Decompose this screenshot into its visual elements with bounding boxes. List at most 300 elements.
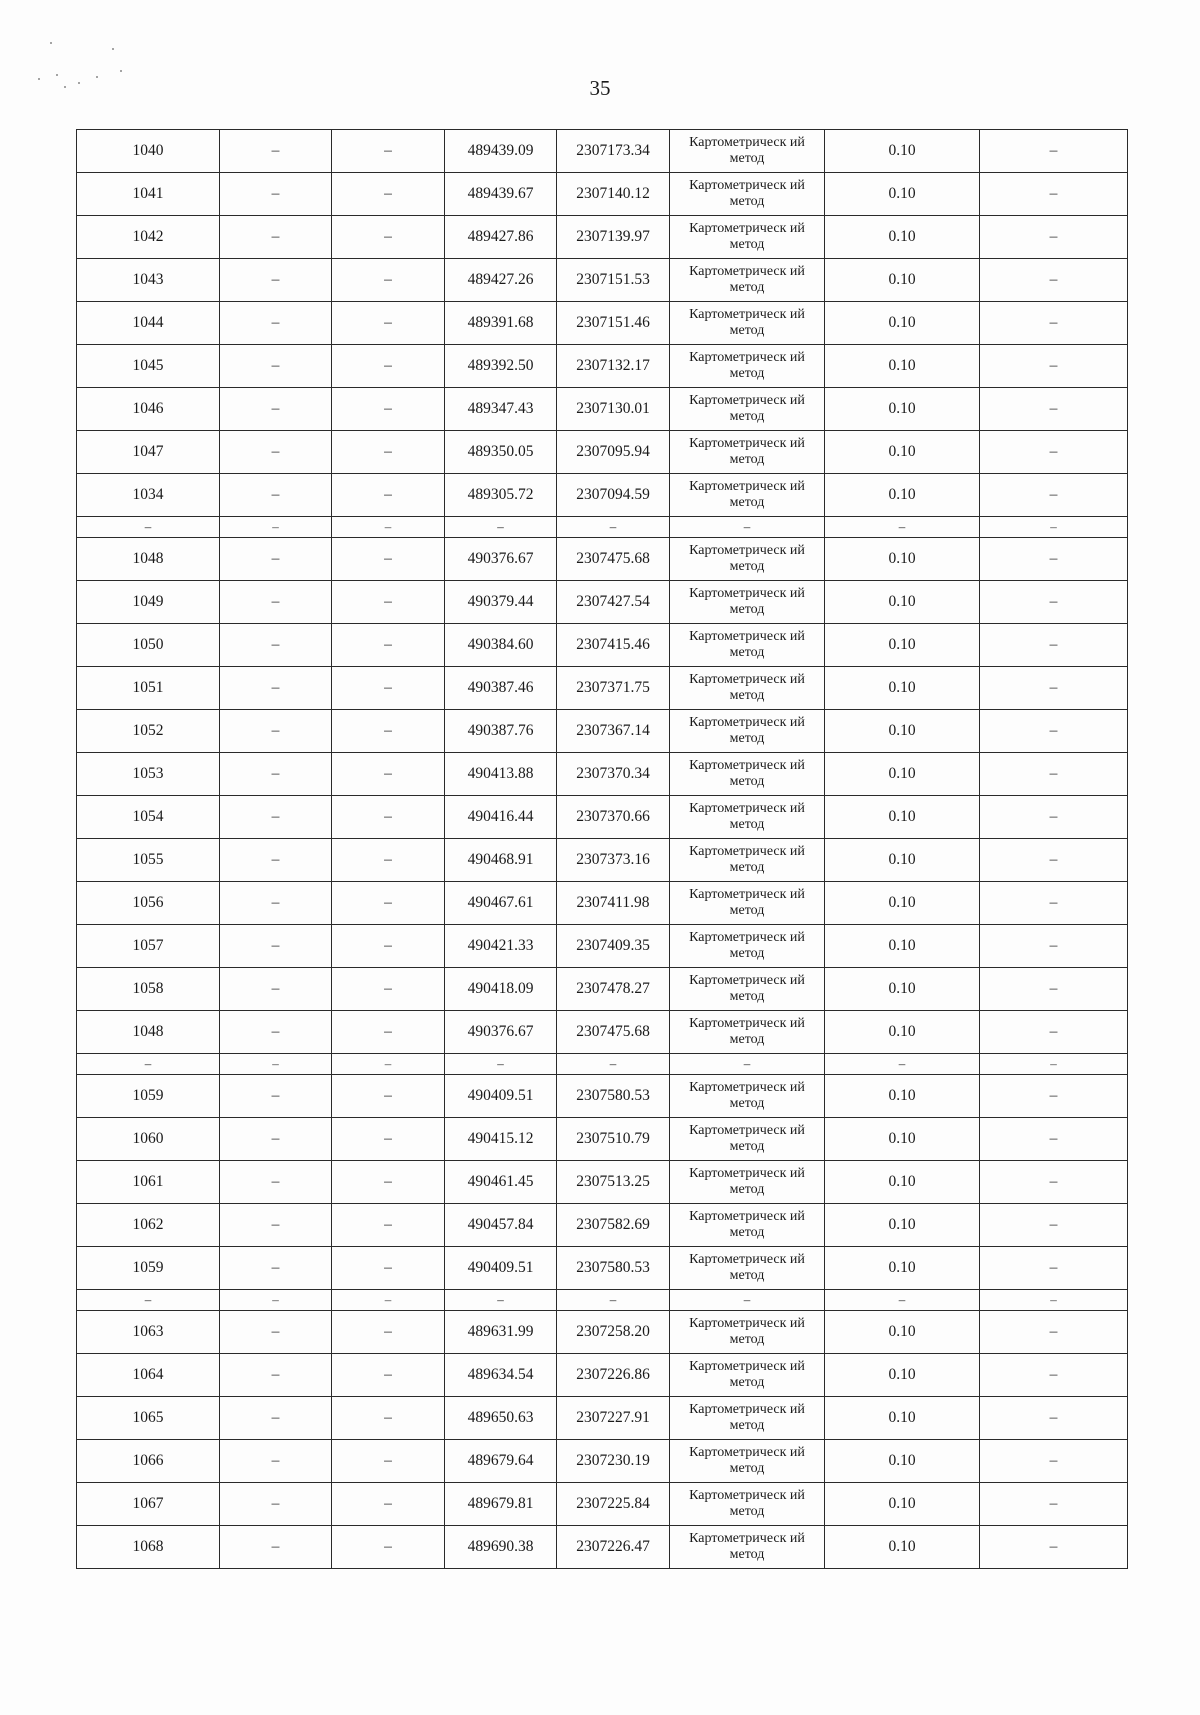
empty-cell: – xyxy=(980,1397,1128,1440)
empty-cell: – xyxy=(220,1526,332,1569)
empty-cell: – xyxy=(332,1054,445,1075)
point-id-cell: 1061 xyxy=(77,1161,220,1204)
accuracy-cell: – xyxy=(825,1290,980,1311)
point-id-cell: 1058 xyxy=(77,968,220,1011)
empty-cell: – xyxy=(220,667,332,710)
empty-cell: – xyxy=(980,1311,1128,1354)
point-id-cell: 1059 xyxy=(77,1247,220,1290)
method-cell: Картометрическ ий метод xyxy=(670,581,825,624)
table-row xyxy=(77,474,1128,517)
empty-cell: – xyxy=(220,259,332,302)
accuracy-cell: 0.10 xyxy=(825,925,980,968)
method-cell: Картометрическ ий метод xyxy=(670,624,825,667)
empty-cell: – xyxy=(332,1440,445,1483)
empty-cell: – xyxy=(980,431,1128,474)
y-coordinate-cell: 2307367.14 xyxy=(557,710,670,753)
table-row xyxy=(77,925,1128,968)
method-cell: Картометрическ ий метод xyxy=(670,1247,825,1290)
empty-cell: – xyxy=(220,968,332,1011)
method-cell: Картометрическ ий метод xyxy=(670,1354,825,1397)
point-id-cell: 1048 xyxy=(77,538,220,581)
y-coordinate-cell: 2307139.97 xyxy=(557,216,670,259)
x-coordinate-cell: 490415.12 xyxy=(445,1118,557,1161)
table-row xyxy=(77,130,1128,173)
x-coordinate-cell: 490421.33 xyxy=(445,925,557,968)
y-coordinate-cell: 2307094.59 xyxy=(557,474,670,517)
empty-cell: – xyxy=(980,216,1128,259)
y-coordinate-cell: 2307226.86 xyxy=(557,1354,670,1397)
point-id-cell: 1043 xyxy=(77,259,220,302)
point-id-cell: 1042 xyxy=(77,216,220,259)
table-row xyxy=(77,1161,1128,1204)
x-coordinate-cell: 490376.67 xyxy=(445,538,557,581)
empty-cell: – xyxy=(332,1290,445,1311)
accuracy-cell: – xyxy=(825,517,980,538)
empty-cell: – xyxy=(332,1526,445,1569)
table-row xyxy=(77,431,1128,474)
empty-cell: – xyxy=(332,302,445,345)
empty-cell: – xyxy=(332,1397,445,1440)
empty-cell: – xyxy=(980,1483,1128,1526)
method-cell: Картометрическ ий метод xyxy=(670,1204,825,1247)
table-row xyxy=(77,1483,1128,1526)
empty-cell: – xyxy=(980,796,1128,839)
method-cell: Картометрическ ий метод xyxy=(670,667,825,710)
empty-cell: – xyxy=(980,1440,1128,1483)
empty-cell: – xyxy=(220,1483,332,1526)
empty-cell: – xyxy=(220,1397,332,1440)
empty-cell: – xyxy=(980,1290,1128,1311)
method-cell: Картометрическ ий метод xyxy=(670,1075,825,1118)
accuracy-cell: 0.10 xyxy=(825,882,980,925)
empty-cell: – xyxy=(220,624,332,667)
accuracy-cell: 0.10 xyxy=(825,796,980,839)
method-cell: Картометрическ ий метод xyxy=(670,1161,825,1204)
empty-cell: – xyxy=(980,173,1128,216)
empty-cell: – xyxy=(332,130,445,173)
accuracy-cell: 0.10 xyxy=(825,1204,980,1247)
accuracy-cell: 0.10 xyxy=(825,1397,980,1440)
y-coordinate-cell: 2307227.91 xyxy=(557,1397,670,1440)
empty-cell: – xyxy=(332,1118,445,1161)
table-row xyxy=(77,882,1128,925)
empty-cell: – xyxy=(332,581,445,624)
table-row xyxy=(77,1526,1128,1569)
y-coordinate-cell: 2307130.01 xyxy=(557,388,670,431)
y-coordinate-cell: 2307370.66 xyxy=(557,796,670,839)
y-coordinate-cell: 2307513.25 xyxy=(557,1161,670,1204)
point-id-cell: 1065 xyxy=(77,1397,220,1440)
empty-cell: – xyxy=(980,753,1128,796)
accuracy-cell: 0.10 xyxy=(825,1247,980,1290)
empty-cell: – xyxy=(980,259,1128,302)
empty-cell: – xyxy=(332,345,445,388)
y-coordinate-cell: 2307582.69 xyxy=(557,1204,670,1247)
empty-cell: – xyxy=(980,517,1128,538)
coordinates-table xyxy=(76,129,1128,1569)
point-id-cell: – xyxy=(77,1054,220,1075)
y-coordinate-cell: 2307478.27 xyxy=(557,968,670,1011)
empty-cell: – xyxy=(980,302,1128,345)
x-coordinate-cell: – xyxy=(445,1290,557,1311)
accuracy-cell: 0.10 xyxy=(825,1483,980,1526)
point-id-cell: 1053 xyxy=(77,753,220,796)
page-number: 35 xyxy=(589,76,611,100)
empty-cell: – xyxy=(980,1526,1128,1569)
empty-cell: – xyxy=(980,581,1128,624)
empty-cell: – xyxy=(332,216,445,259)
empty-cell: – xyxy=(332,1011,445,1054)
y-coordinate-cell: 2307225.84 xyxy=(557,1483,670,1526)
table-row xyxy=(77,667,1128,710)
empty-cell: – xyxy=(332,1161,445,1204)
method-cell: Картометрическ ий метод xyxy=(670,1397,825,1440)
method-cell: Картометрическ ий метод xyxy=(670,474,825,517)
empty-cell: – xyxy=(980,667,1128,710)
table-row xyxy=(77,1440,1128,1483)
x-coordinate-cell: 490409.51 xyxy=(445,1075,557,1118)
empty-cell: – xyxy=(332,796,445,839)
method-cell: Картометрическ ий метод xyxy=(670,1311,825,1354)
empty-cell: – xyxy=(220,1054,332,1075)
x-coordinate-cell: 490409.51 xyxy=(445,1247,557,1290)
empty-cell: – xyxy=(980,1011,1128,1054)
y-coordinate-cell: 2307580.53 xyxy=(557,1075,670,1118)
empty-cell: – xyxy=(220,796,332,839)
empty-cell: – xyxy=(332,839,445,882)
method-cell: Картометрическ ий метод xyxy=(670,388,825,431)
table-row xyxy=(77,1075,1128,1118)
point-id-cell: 1055 xyxy=(77,839,220,882)
separator-row xyxy=(77,1290,1128,1311)
x-coordinate-cell: 490416.44 xyxy=(445,796,557,839)
empty-cell: – xyxy=(220,753,332,796)
empty-cell: – xyxy=(220,1118,332,1161)
method-cell: – xyxy=(670,1290,825,1311)
table-row xyxy=(77,710,1128,753)
empty-cell: – xyxy=(220,517,332,538)
method-cell: – xyxy=(670,1054,825,1075)
y-coordinate-cell: – xyxy=(557,1054,670,1075)
x-coordinate-cell: 490467.61 xyxy=(445,882,557,925)
empty-cell: – xyxy=(332,1483,445,1526)
empty-cell: – xyxy=(220,882,332,925)
empty-cell: – xyxy=(332,1354,445,1397)
x-coordinate-cell: 490387.46 xyxy=(445,667,557,710)
table-row xyxy=(77,302,1128,345)
y-coordinate-cell: 2307475.68 xyxy=(557,538,670,581)
point-id-cell: 1045 xyxy=(77,345,220,388)
point-id-cell: 1047 xyxy=(77,431,220,474)
method-cell: Картометрическ ий метод xyxy=(670,710,825,753)
method-cell: Картометрическ ий метод xyxy=(670,882,825,925)
method-cell: Картометрическ ий метод xyxy=(670,1526,825,1569)
empty-cell: – xyxy=(980,710,1128,753)
method-cell: Картометрическ ий метод xyxy=(670,130,825,173)
point-id-cell: 1056 xyxy=(77,882,220,925)
point-id-cell: 1068 xyxy=(77,1526,220,1569)
table-row xyxy=(77,1397,1128,1440)
point-id-cell: 1064 xyxy=(77,1354,220,1397)
y-coordinate-cell: 2307230.19 xyxy=(557,1440,670,1483)
y-coordinate-cell: – xyxy=(557,1290,670,1311)
method-cell: Картометрическ ий метод xyxy=(670,431,825,474)
empty-cell: – xyxy=(332,968,445,1011)
point-id-cell: – xyxy=(77,1290,220,1311)
point-id-cell: 1067 xyxy=(77,1483,220,1526)
point-id-cell: 1066 xyxy=(77,1440,220,1483)
empty-cell: – xyxy=(220,1440,332,1483)
table-row xyxy=(77,345,1128,388)
accuracy-cell: 0.10 xyxy=(825,710,980,753)
y-coordinate-cell: 2307373.16 xyxy=(557,839,670,882)
empty-cell: – xyxy=(332,474,445,517)
method-cell: Картометрическ ий метод xyxy=(670,1483,825,1526)
empty-cell: – xyxy=(220,1354,332,1397)
empty-cell: – xyxy=(980,345,1128,388)
coordinates-table-body xyxy=(77,130,1128,1569)
empty-cell: – xyxy=(220,1247,332,1290)
y-coordinate-cell: 2307151.53 xyxy=(557,259,670,302)
point-id-cell: 1063 xyxy=(77,1311,220,1354)
accuracy-cell: 0.10 xyxy=(825,474,980,517)
x-coordinate-cell: 489690.38 xyxy=(445,1526,557,1569)
empty-cell: – xyxy=(980,1118,1128,1161)
empty-cell: – xyxy=(332,1204,445,1247)
empty-cell: – xyxy=(980,968,1128,1011)
empty-cell: – xyxy=(332,925,445,968)
empty-cell: – xyxy=(220,1311,332,1354)
y-coordinate-cell: 2307173.34 xyxy=(557,130,670,173)
method-cell: Картометрическ ий метод xyxy=(670,259,825,302)
accuracy-cell: 0.10 xyxy=(825,1354,980,1397)
accuracy-cell: 0.10 xyxy=(825,1526,980,1569)
accuracy-cell: 0.10 xyxy=(825,1075,980,1118)
x-coordinate-cell: 489427.86 xyxy=(445,216,557,259)
empty-cell: – xyxy=(980,130,1128,173)
empty-cell: – xyxy=(220,581,332,624)
y-coordinate-cell: 2307475.68 xyxy=(557,1011,670,1054)
empty-cell: – xyxy=(220,388,332,431)
accuracy-cell: 0.10 xyxy=(825,173,980,216)
x-coordinate-cell: 489634.54 xyxy=(445,1354,557,1397)
empty-cell: – xyxy=(980,624,1128,667)
accuracy-cell: 0.10 xyxy=(825,388,980,431)
y-coordinate-cell: 2307370.34 xyxy=(557,753,670,796)
empty-cell: – xyxy=(332,1075,445,1118)
method-cell: Картометрическ ий метод xyxy=(670,1011,825,1054)
y-coordinate-cell: – xyxy=(557,517,670,538)
accuracy-cell: 0.10 xyxy=(825,1311,980,1354)
empty-cell: – xyxy=(220,1290,332,1311)
y-coordinate-cell: 2307140.12 xyxy=(557,173,670,216)
accuracy-cell: 0.10 xyxy=(825,581,980,624)
empty-cell: – xyxy=(980,1247,1128,1290)
x-coordinate-cell: 490413.88 xyxy=(445,753,557,796)
method-cell: Картометрическ ий метод xyxy=(670,1440,825,1483)
x-coordinate-cell: 489679.81 xyxy=(445,1483,557,1526)
table-row xyxy=(77,538,1128,581)
point-id-cell: 1057 xyxy=(77,925,220,968)
y-coordinate-cell: 2307409.35 xyxy=(557,925,670,968)
empty-cell: – xyxy=(980,388,1128,431)
empty-cell: – xyxy=(220,1161,332,1204)
table-row xyxy=(77,1118,1128,1161)
empty-cell: – xyxy=(980,1354,1128,1397)
method-cell: Картометрическ ий метод xyxy=(670,1118,825,1161)
accuracy-cell: 0.10 xyxy=(825,216,980,259)
table-row xyxy=(77,796,1128,839)
accuracy-cell: 0.10 xyxy=(825,1118,980,1161)
point-id-cell: 1034 xyxy=(77,474,220,517)
method-cell: – xyxy=(670,517,825,538)
x-coordinate-cell: 489305.72 xyxy=(445,474,557,517)
table-row xyxy=(77,1247,1128,1290)
method-cell: Картометрическ ий метод xyxy=(670,796,825,839)
x-coordinate-cell: 490468.91 xyxy=(445,839,557,882)
empty-cell: – xyxy=(220,925,332,968)
x-coordinate-cell: 489392.50 xyxy=(445,345,557,388)
empty-cell: – xyxy=(332,388,445,431)
y-coordinate-cell: 2307510.79 xyxy=(557,1118,670,1161)
accuracy-cell: 0.10 xyxy=(825,538,980,581)
empty-cell: – xyxy=(220,130,332,173)
accuracy-cell: 0.10 xyxy=(825,1440,980,1483)
method-cell: Картометрическ ий метод xyxy=(670,968,825,1011)
empty-cell: – xyxy=(980,474,1128,517)
empty-cell: – xyxy=(332,710,445,753)
empty-cell: – xyxy=(980,1161,1128,1204)
x-coordinate-cell: 489439.67 xyxy=(445,173,557,216)
method-cell: Картометрическ ий метод xyxy=(670,173,825,216)
table-row xyxy=(77,1354,1128,1397)
table-row xyxy=(77,173,1128,216)
table-row xyxy=(77,968,1128,1011)
empty-cell: – xyxy=(220,302,332,345)
point-id-cell: 1040 xyxy=(77,130,220,173)
empty-cell: – xyxy=(980,882,1128,925)
point-id-cell: 1051 xyxy=(77,667,220,710)
empty-cell: – xyxy=(332,259,445,302)
point-id-cell: 1048 xyxy=(77,1011,220,1054)
x-coordinate-cell: 490461.45 xyxy=(445,1161,557,1204)
table-row xyxy=(77,216,1128,259)
y-coordinate-cell: 2307415.46 xyxy=(557,624,670,667)
table-row xyxy=(77,1204,1128,1247)
point-id-cell: 1044 xyxy=(77,302,220,345)
empty-cell: – xyxy=(220,1204,332,1247)
y-coordinate-cell: 2307258.20 xyxy=(557,1311,670,1354)
empty-cell: – xyxy=(980,538,1128,581)
empty-cell: – xyxy=(332,431,445,474)
y-coordinate-cell: 2307226.47 xyxy=(557,1526,670,1569)
empty-cell: – xyxy=(220,345,332,388)
accuracy-cell: 0.10 xyxy=(825,130,980,173)
empty-cell: – xyxy=(332,1247,445,1290)
table-row xyxy=(77,388,1128,431)
table-row xyxy=(77,581,1128,624)
y-coordinate-cell: 2307427.54 xyxy=(557,581,670,624)
empty-cell: – xyxy=(980,1204,1128,1247)
empty-cell: – xyxy=(980,1075,1128,1118)
accuracy-cell: 0.10 xyxy=(825,431,980,474)
method-cell: Картометрическ ий метод xyxy=(670,216,825,259)
empty-cell: – xyxy=(220,216,332,259)
empty-cell: – xyxy=(332,624,445,667)
empty-cell: – xyxy=(220,710,332,753)
x-coordinate-cell: 490387.76 xyxy=(445,710,557,753)
x-coordinate-cell: 489650.63 xyxy=(445,1397,557,1440)
method-cell: Картометрическ ий метод xyxy=(670,302,825,345)
table-row xyxy=(77,753,1128,796)
point-id-cell: 1062 xyxy=(77,1204,220,1247)
table-row xyxy=(77,1311,1128,1354)
x-coordinate-cell: 490418.09 xyxy=(445,968,557,1011)
method-cell: Картометрическ ий метод xyxy=(670,925,825,968)
accuracy-cell: 0.10 xyxy=(825,753,980,796)
point-id-cell: 1054 xyxy=(77,796,220,839)
table-row xyxy=(77,259,1128,302)
x-coordinate-cell: – xyxy=(445,1054,557,1075)
accuracy-cell: 0.10 xyxy=(825,345,980,388)
separator-row xyxy=(77,517,1128,538)
empty-cell: – xyxy=(220,839,332,882)
accuracy-cell: 0.10 xyxy=(825,259,980,302)
y-coordinate-cell: 2307580.53 xyxy=(557,1247,670,1290)
empty-cell: – xyxy=(220,173,332,216)
x-coordinate-cell: – xyxy=(445,517,557,538)
point-id-cell: 1046 xyxy=(77,388,220,431)
x-coordinate-cell: 489631.99 xyxy=(445,1311,557,1354)
accuracy-cell: 0.10 xyxy=(825,1161,980,1204)
table-row xyxy=(77,839,1128,882)
x-coordinate-cell: 489391.68 xyxy=(445,302,557,345)
method-cell: Картометрическ ий метод xyxy=(670,839,825,882)
empty-cell: – xyxy=(332,882,445,925)
empty-cell: – xyxy=(220,1075,332,1118)
empty-cell: – xyxy=(220,1011,332,1054)
empty-cell: – xyxy=(980,839,1128,882)
point-id-cell: 1052 xyxy=(77,710,220,753)
point-id-cell: 1050 xyxy=(77,624,220,667)
x-coordinate-cell: 489347.43 xyxy=(445,388,557,431)
empty-cell: – xyxy=(220,474,332,517)
x-coordinate-cell: 489350.05 xyxy=(445,431,557,474)
method-cell: Картометрическ ий метод xyxy=(670,538,825,581)
method-cell: Картометрическ ий метод xyxy=(670,345,825,388)
empty-cell: – xyxy=(220,431,332,474)
x-coordinate-cell: 489679.64 xyxy=(445,1440,557,1483)
y-coordinate-cell: 2307371.75 xyxy=(557,667,670,710)
y-coordinate-cell: 2307151.46 xyxy=(557,302,670,345)
x-coordinate-cell: 489427.26 xyxy=(445,259,557,302)
x-coordinate-cell: 490379.44 xyxy=(445,581,557,624)
x-coordinate-cell: 490457.84 xyxy=(445,1204,557,1247)
empty-cell: – xyxy=(332,517,445,538)
point-id-cell: – xyxy=(77,517,220,538)
accuracy-cell: – xyxy=(825,1054,980,1075)
point-id-cell: 1060 xyxy=(77,1118,220,1161)
y-coordinate-cell: 2307095.94 xyxy=(557,431,670,474)
y-coordinate-cell: 2307411.98 xyxy=(557,882,670,925)
empty-cell: – xyxy=(332,667,445,710)
accuracy-cell: 0.10 xyxy=(825,624,980,667)
empty-cell: – xyxy=(332,753,445,796)
empty-cell: – xyxy=(220,538,332,581)
point-id-cell: 1049 xyxy=(77,581,220,624)
x-coordinate-cell: 489439.09 xyxy=(445,130,557,173)
empty-cell: – xyxy=(980,1054,1128,1075)
